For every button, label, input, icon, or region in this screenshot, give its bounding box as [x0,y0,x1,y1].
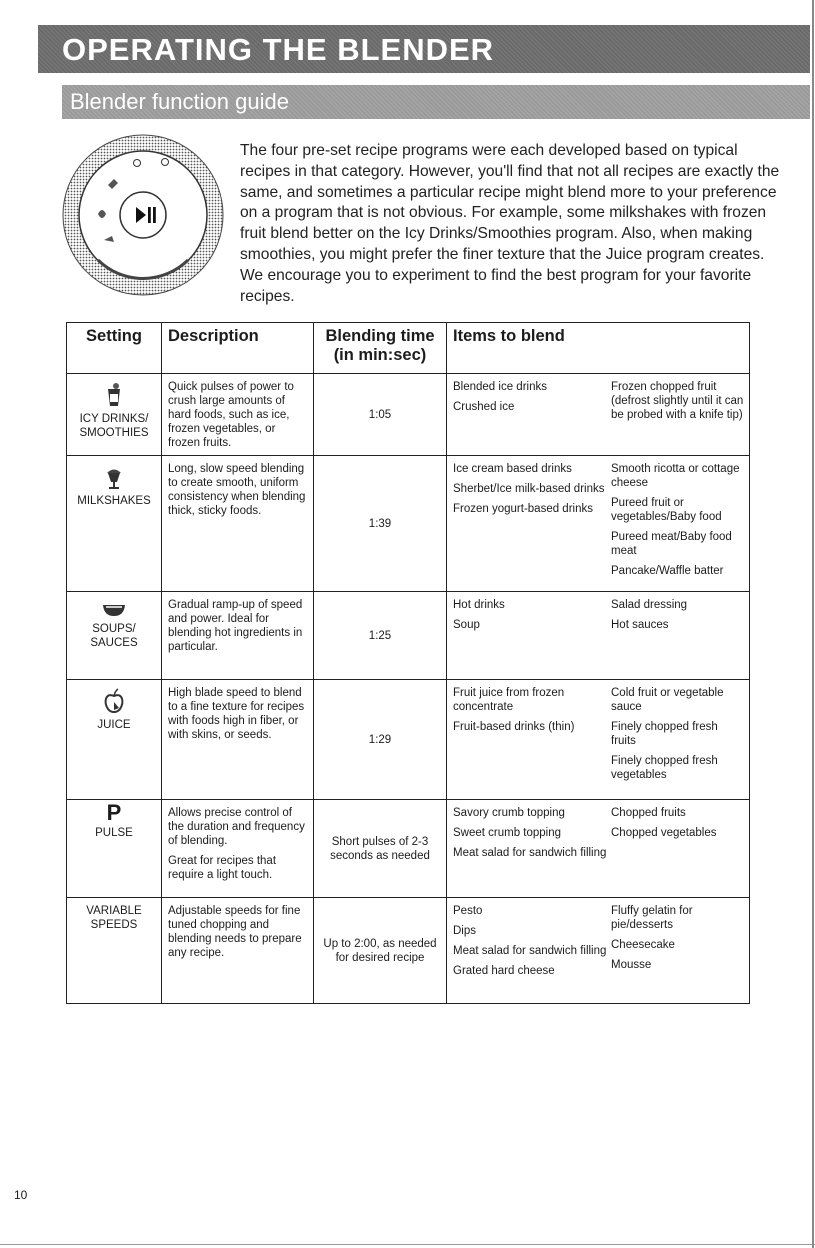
setting-label: ICY DRINKS/ SMOOTHIES [79,413,149,439]
time-cell: Short pulses of 2-3 seconds as needed [314,800,447,898]
apple-icon [102,688,126,714]
description-text: Allows precise control of the duration and frequency of blending. [168,807,305,847]
setting-cell [67,456,162,592]
smoothie-glass-icon [104,382,124,408]
page-number: 10 [14,1188,28,1202]
section-header-bar [38,25,810,73]
list-item: Dips [453,925,477,937]
description-cell: Quick pulses of power to crush large amounts of hard foods, such as ice, frozen vegetables, or frozen fruits. [162,374,314,456]
list-item: Sherbet/Ice milk-based drinks [453,483,605,495]
page-title: OPERATING THE BLENDER [62,32,495,67]
setting-label: SOUPS/ SAUCES [90,623,138,649]
description-cell: High blade speed to blend to a fine texture for recipes with foods high in fiber, or with skins, or seeds. [162,680,314,800]
setting-label: PULSE [95,827,133,839]
time-cell: 1:39 [314,456,447,592]
header-blending-time: Blending time (in min:sec) [314,323,447,374]
description-cell: Adjustable speeds for fine tuned chopping and blending needs to prepare any recipe. [162,898,314,1004]
list-item: Fruit juice from frozen concentrate [453,687,565,713]
control-dial-illustration [58,130,228,300]
list-item: Meat salad for sandwich filling [453,847,607,859]
items-cell [447,374,750,456]
list-item: Chopped vegetables [611,827,717,839]
table-row [67,456,750,592]
list-item: Pesto [453,905,483,917]
setting-cell [67,680,162,800]
description-cell [162,800,314,898]
right-edge-divider [812,0,814,1248]
table-header-row [67,323,750,374]
milkshake-icon [104,464,124,490]
list-item: Meat salad for sandwich filling [453,945,607,957]
list-item: Chopped fruits [611,807,686,819]
table-row [67,898,750,1004]
subsection-header-bar [62,85,810,119]
list-item: Savory crumb topping [453,807,565,819]
time-cell: Up to 2:00, as needed for desired recipe [314,898,447,1004]
items-cell [447,592,750,680]
list-item: Crushed ice [453,401,515,413]
list-item: Grated hard cheese [453,965,555,977]
list-item: Soup [453,619,480,631]
list-item: Finely chopped fresh fruits [611,721,718,747]
pulse-p-icon: P [106,800,122,825]
setting-cell [67,898,162,1004]
list-item: Fluffy gelatin for pie/desserts [611,905,693,931]
setting-label: MILKSHAKES [77,495,151,507]
list-item: Pureed fruit or vegetables/Baby food [611,497,722,523]
setting-cell [67,592,162,680]
description-cell: Gradual ramp-up of speed and power. Ideal for blending hot ingredients in particular. [162,592,314,680]
intro-paragraph: The four pre-set recipe programs were each developed based on typical recipes in that category. However, you'll find that not all recipes are exactly the same, and sometimes a particular recipe might blend more to your preference on a program that is not obvious. For example, some milkshakes with frozen fruit blend better on the Icy Drinks/Smoothies program. Also, when making smoothies, you might prefer the finer texture that the Juice program creates. We encourage you to experiment to find the best program for your favorite recipes. [240,142,780,305]
items-cell [447,456,750,592]
setting-cell [67,800,162,898]
time-cell: 1:25 [314,592,447,680]
list-item: Fruit-based drinks (thin) [453,721,575,733]
list-item: Finely chopped fresh vegetables [611,755,718,781]
description-text: Great for recipes that require a light touch. [168,855,277,881]
time-cell: 1:29 [314,680,447,800]
list-item: Smooth ricotta or cottage cheese [611,463,740,489]
table-row [67,680,750,800]
subsection-title: Blender function guide [70,89,289,114]
list-item: Ice cream based drinks [453,463,572,475]
setting-cell [67,374,162,456]
list-item: Hot sauces [611,619,669,631]
soup-bowl-icon [101,600,127,618]
list-item: Mousse [611,959,652,971]
list-item: Pureed meat/Baby food meat [611,531,732,557]
setting-label: VARIABLE SPEEDS [86,905,142,931]
list-item: Pancake/Waffle batter [611,565,724,577]
list-item: Blended ice drinks [453,381,547,393]
table-row [67,800,750,898]
table-row [67,592,750,680]
table-row [67,374,750,456]
items-cell [447,680,750,800]
items-cell [447,898,750,1004]
time-cell: 1:05 [314,374,447,456]
list-item: Cheesecake [611,939,675,951]
blender-function-table [66,322,750,1004]
list-item: Frozen yogurt-based drinks [453,503,593,515]
bottom-divider [0,1244,815,1245]
header-setting: Setting [67,323,162,374]
header-description: Description [162,323,314,374]
description-cell: Long, slow speed blending to create smooth, uniform consistency when blending thick, sticky foods. [162,456,314,592]
list-item: Salad dressing [611,599,688,611]
setting-label: JUICE [97,719,131,731]
header-items: Items to blend [447,323,750,374]
list-item: Cold fruit or vegetable sauce [611,687,724,713]
items-cell [447,800,750,898]
list-item: Frozen chopped fruit (defrost slightly until it can be probed with a knife tip) [611,381,744,421]
list-item: Sweet crumb topping [453,827,562,839]
list-item: Hot drinks [453,599,505,611]
